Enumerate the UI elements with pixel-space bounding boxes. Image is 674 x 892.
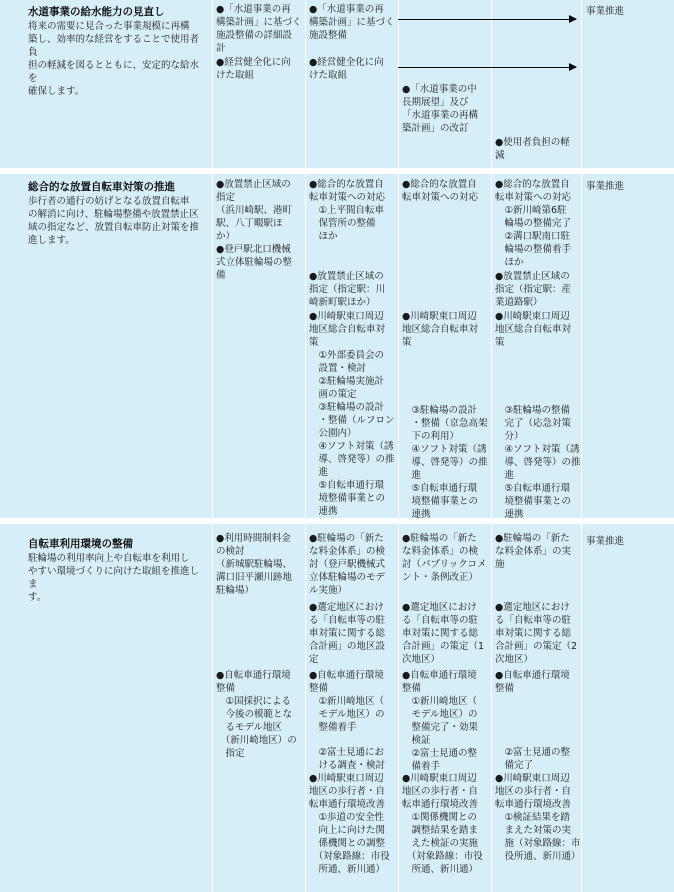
plan-item [402,601,484,666]
plan-item [495,746,570,772]
item-line: 検証 [402,735,431,746]
item-line: ④ソフト対策（誘 [309,441,394,452]
item-line: 次地区） [495,654,534,665]
item-line: 構築計画」に基づく [309,17,395,28]
item-line: る「自転車等の駐 [402,615,479,626]
item-line: 整備 [402,683,422,694]
item-line: ●駐輪場の「新た [309,533,384,544]
item-line: 業道路駅） [495,297,543,308]
item-line: ●総合的な放置自 [309,179,384,190]
item-line: 施 [495,559,505,570]
item-line: 計 [216,43,226,54]
item-line: 「水道事業の再構 [402,110,479,121]
plan-item [495,601,577,666]
item-line: ●川崎駅東口周辺 [495,311,570,322]
item-line: 地区総合自転車対 [309,324,386,335]
item-line: 転車通行環境改善 [495,799,572,810]
item-line: 車対策に関する総 [309,628,386,639]
item-line: 画の策定 [309,389,357,400]
plan-item [216,243,292,282]
description-line: 歩行者の通行の妨げとなる放置自転車 [28,196,190,207]
item-line: 築計画」の改訂 [402,123,469,134]
status-label [586,535,624,548]
plan-item [309,746,385,772]
item-line: 連携 [309,506,338,517]
item-line: 備完了 [495,760,534,771]
item-line: ●使用者負担の軽 [495,137,570,148]
item-line: 合計画」の策定（1 [402,641,485,652]
item-line: ●経営健全化に向 [309,57,384,68]
item-line: モデル地区）の [402,709,478,720]
plan-item [402,310,478,349]
item-line: 転車通行環境改善 [309,799,386,810]
item-line: 策 [309,337,319,348]
item-line: るモデル地区 [216,722,283,733]
item-line: ●「水道事業の中 [402,84,477,95]
section-title: 水道事業の給水能力の見直し [28,6,165,18]
item-line: ●放置禁止区域の [495,271,570,282]
section-title: 自転車利用環境の整備 [28,538,133,550]
item-line: ・整備（ルフロン [309,415,395,426]
item-line: 境整備事業との [309,493,386,504]
item-line: 地区の歩行者・自 [402,786,479,797]
item-line: ●自転車通行環境 [216,670,291,681]
item-line: 所通、新川通） [309,864,386,875]
item-line: ①新川崎地区（ [309,696,385,707]
item-line: 導、啓発等）の推 [309,454,395,465]
item-line: 立体駐輪場のモデ [309,572,386,583]
section-title: 総合的な放置自転車対策の推進 [28,181,175,193]
item-line: ほか [495,257,524,268]
item-line: 溝口旧平瀬川跡地 [216,572,293,583]
item-line: ほか [309,231,338,242]
item-line: 備 [216,270,226,281]
item-line: 整備 [216,683,236,694]
item-line: （対象路線：市役 [402,851,483,862]
item-line: 輪場の整備完了 [495,218,572,229]
item-line: ①上平間自転車 [309,205,385,216]
item-line: 備着手 [402,761,441,772]
item-line: 設置・検討 [309,363,367,374]
item-line: ③駐輪場の整備 [495,405,571,416]
item-line: 向上に向けた関 [309,825,386,836]
item-line: 式立体駐輪場の整 [216,257,293,268]
item-line: ④ソフト対策（誘 [402,444,487,455]
item-line: ●「水道事業の再 [309,4,384,15]
item-line: 駅、八丁畷駅ほ [216,218,283,229]
item-line: 車対策に関する総 [402,628,479,639]
item-line: 定 [309,654,319,665]
item-line: ●総合的な放置自 [495,179,570,190]
plan-item [216,669,297,760]
description-line: 進します。 [28,235,75,246]
item-line: 分） [495,431,524,442]
item-line: 車対策に関する総 [495,628,572,639]
item-line: か） [216,231,236,242]
item-line: な料金体系」の検 [402,546,479,557]
item-line: 輪場の整備着手 [495,244,572,255]
item-line: ①新川崎地区（ [402,696,478,707]
item-line: 崎新町駅ほか） [309,297,376,308]
item-line: ①国採択による [216,696,292,707]
item-line: ●選定地区におけ [495,602,570,613]
item-line: 公園内） [309,428,357,439]
item-line: ③駐輪場の設計 [309,402,385,413]
item-line: ⑤自転車通行環 [495,483,571,494]
plan-item [309,532,385,597]
item-line: ●登戸駅北口機械 [216,244,291,255]
item-line: 転車対策への対応 [495,192,572,203]
status-label [586,180,624,193]
item-line: ③駐輪場の設計 [402,405,478,416]
item-line: る「自転車等の駐 [495,615,572,626]
item-line: （新城駅駐輪場、 [216,559,293,570]
item-line: 連携 [402,509,431,520]
item-line: ②溝口駅南口駐 [495,231,571,242]
description-line: す。 [28,592,47,603]
item-line: 事業推進 [586,181,625,192]
item-line: ●選定地区におけ [402,602,477,613]
column-divider [212,0,213,892]
item-line: 次地区） [402,654,441,665]
plan-item [309,3,395,42]
plan-item [216,178,292,243]
item-line: 下の利用） [402,431,460,442]
item-line: な料金体系」の検 [309,546,386,557]
item-line: ①歩道の安全性 [309,812,385,823]
item-line: 整備 [495,683,515,694]
item-line: 完了（応急対策 [495,418,572,429]
item-line: 討（登戸駅機械式 [309,559,386,570]
item-line: ②富士見通の整 [402,748,478,759]
item-line: ●川崎駅東口周辺 [495,773,570,784]
item-line: 転車対策への対応 [402,192,479,203]
plan-item [309,772,390,876]
plan-item [216,532,292,597]
plan-item [495,178,571,269]
item-line: ●川崎駅東口周辺 [402,311,477,322]
item-line: 導、啓発等）の推 [495,457,581,468]
item-line: 長期展望」及び [402,97,469,108]
item-line: ●駐輪場の「新た [495,533,570,544]
plan-item [402,178,478,204]
item-line: 指定（指定駅：川 [309,284,386,295]
item-line: ●選定地区におけ [309,602,384,613]
item-line: 地区総合自転車対 [495,324,572,335]
item-line: ②富士見通の整 [495,747,571,758]
item-line: 係機関との調整 [309,838,386,849]
item-line: 地区の歩行者・自 [309,786,386,797]
item-line: けた取組 [216,70,255,81]
item-line: ●川崎駅東口周辺 [309,773,384,784]
item-line: 保管所の整備 [309,218,376,229]
item-line: ①関係機関との [402,812,478,823]
item-line: えた検証の実施 [402,838,479,849]
plan-item [309,178,385,243]
item-line: 転車対策への対応 [309,192,386,203]
plan-item [495,404,581,521]
description-line: やすい環境づくりに向けた取組を推進しま [28,566,200,590]
item-line: （浜川崎駅、港町 [216,205,293,216]
item-line: 合計画」の地区設 [309,641,386,652]
item-line: 導、啓発等）の推 [402,457,488,468]
item-line: ●放置禁止区域の [309,271,384,282]
description-line: 域の指定など、放置自転車防止対策を推 [28,222,200,233]
item-line: 構築計画」に基づく [216,17,302,28]
item-line: （対象路線：市役 [309,851,390,862]
column-divider [305,0,306,892]
plan-item [495,270,571,309]
item-line: ●「水道事業の再 [216,4,291,15]
item-line: 合計画」の策定（2 [495,641,578,652]
description-line: 駐輪場の利用率向上や自転車を利用し [28,553,190,564]
item-line: 調整結果を踏ま [402,825,479,836]
item-line: ●利用時間制料金 [216,533,291,544]
item-line: 役所通、新川通） [495,851,581,862]
column-divider [491,0,492,892]
item-line: ●経営健全化に向 [216,57,291,68]
item-line: 境整備事業との [402,496,479,507]
item-line: ●駐輪場の「新た [402,533,477,544]
item-line: ②富士見通にお [309,747,385,758]
item-line: ●川崎駅東口周辺 [309,311,384,322]
item-line: ・整備（京急高架 [402,418,488,429]
plan-item [309,310,395,518]
description-line: 担の軽減を図るとともに、安定的な給水を [28,60,200,84]
item-line: ル実施） [309,585,348,596]
item-line: けた取組 [309,70,348,81]
plan-item [216,56,291,82]
item-line: 進 [402,470,422,481]
plan-item [402,404,488,521]
item-line: 進 [309,467,329,478]
item-line: 指定 [216,192,236,203]
item-line: ント・条例改正） [402,572,479,583]
item-line: ●自転車通行環境 [402,670,477,681]
item-line: ④ソフト対策（誘 [495,444,580,455]
item-line: ●総合的な放置自 [402,179,477,190]
item-line: ●自転車通行環境 [495,670,570,681]
plan-item [309,669,385,734]
item-line: （新川崎地区）の [216,735,297,746]
item-line: 減 [495,150,505,161]
item-line: 指定 [216,748,245,759]
column-divider [581,0,582,892]
section-description [28,552,206,604]
item-line: モデル地区）の [309,709,385,720]
plan-item [495,310,571,349]
item-line: 策 [495,337,505,348]
timeline-arrow [398,67,576,68]
section-description [28,195,206,247]
item-line: の検討 [216,546,245,557]
item-line: 施設整備の詳細設 [216,30,293,41]
item-line: る「自転車等の駐 [309,615,386,626]
item-line: 施設整備 [309,30,348,41]
plan-item [495,532,571,571]
item-line: 地区の歩行者・自 [495,786,572,797]
description-line: 築し、効率的な経営をすることで使用者負 [28,34,200,58]
item-line: 事業推進 [586,536,625,547]
item-line: 転車通行環境改善 [402,799,479,810]
plan-item [216,3,302,55]
item-line: ②駐輪場実施計 [309,376,385,387]
item-line: 連携 [495,509,524,520]
column-divider [398,0,399,892]
plan-item [402,83,478,135]
item-line: 所通、新川通） [402,864,479,875]
item-line: ●放置禁止区域の [216,179,291,190]
timeline-arrow [398,19,576,20]
item-line: 策 [402,337,412,348]
item-line: ける調査・検討 [309,760,386,771]
item-line: ①検証結果を踏 [495,812,571,823]
plan-item [309,270,385,309]
section-description [28,20,206,98]
item-line: 整備着手 [309,722,357,733]
description-line: の解消に向け、駐輪場整備や放置禁止区 [28,209,199,220]
plan-item [309,56,384,82]
plan-item [495,669,570,695]
item-line: 整備 [309,683,329,694]
item-line: 事業推進 [586,6,625,17]
plan-item [402,772,483,876]
item-line: な料金体系」の実 [495,546,572,557]
item-line: ●川崎駅東口周辺 [402,773,477,784]
plan-item [402,669,478,773]
item-line: 駐輪場） [216,585,255,596]
description-line: 将来の需要に見合った事業規模に再構 [28,21,190,32]
item-line: まえた対策の実 [495,825,572,836]
item-line: ①新川崎第6駐 [495,205,567,216]
plan-item [402,532,487,584]
item-line: 整備完了・効果 [402,722,479,733]
item-line: 地区総合自転車対 [402,324,479,335]
plan-item [495,136,570,162]
item-line: ①外部委員会の [309,350,385,361]
description-line: 確保します。 [28,86,85,97]
status-label [586,5,624,18]
item-line: 施（対象路線：市 [495,838,581,849]
item-line: 進 [495,470,515,481]
item-line: 指定（指定駅：産 [495,284,572,295]
item-line: 今後の模範とな [216,709,293,720]
item-line: ⑤自転車通行環 [402,483,478,494]
plan-item [495,772,581,863]
item-line: ●自転車通行環境 [309,670,384,681]
item-line: 境整備事業との [495,496,572,507]
item-line: 討（パブリックコメ [402,559,487,570]
item-line: ⑤自転車通行環 [309,480,385,491]
plan-item [309,601,385,666]
